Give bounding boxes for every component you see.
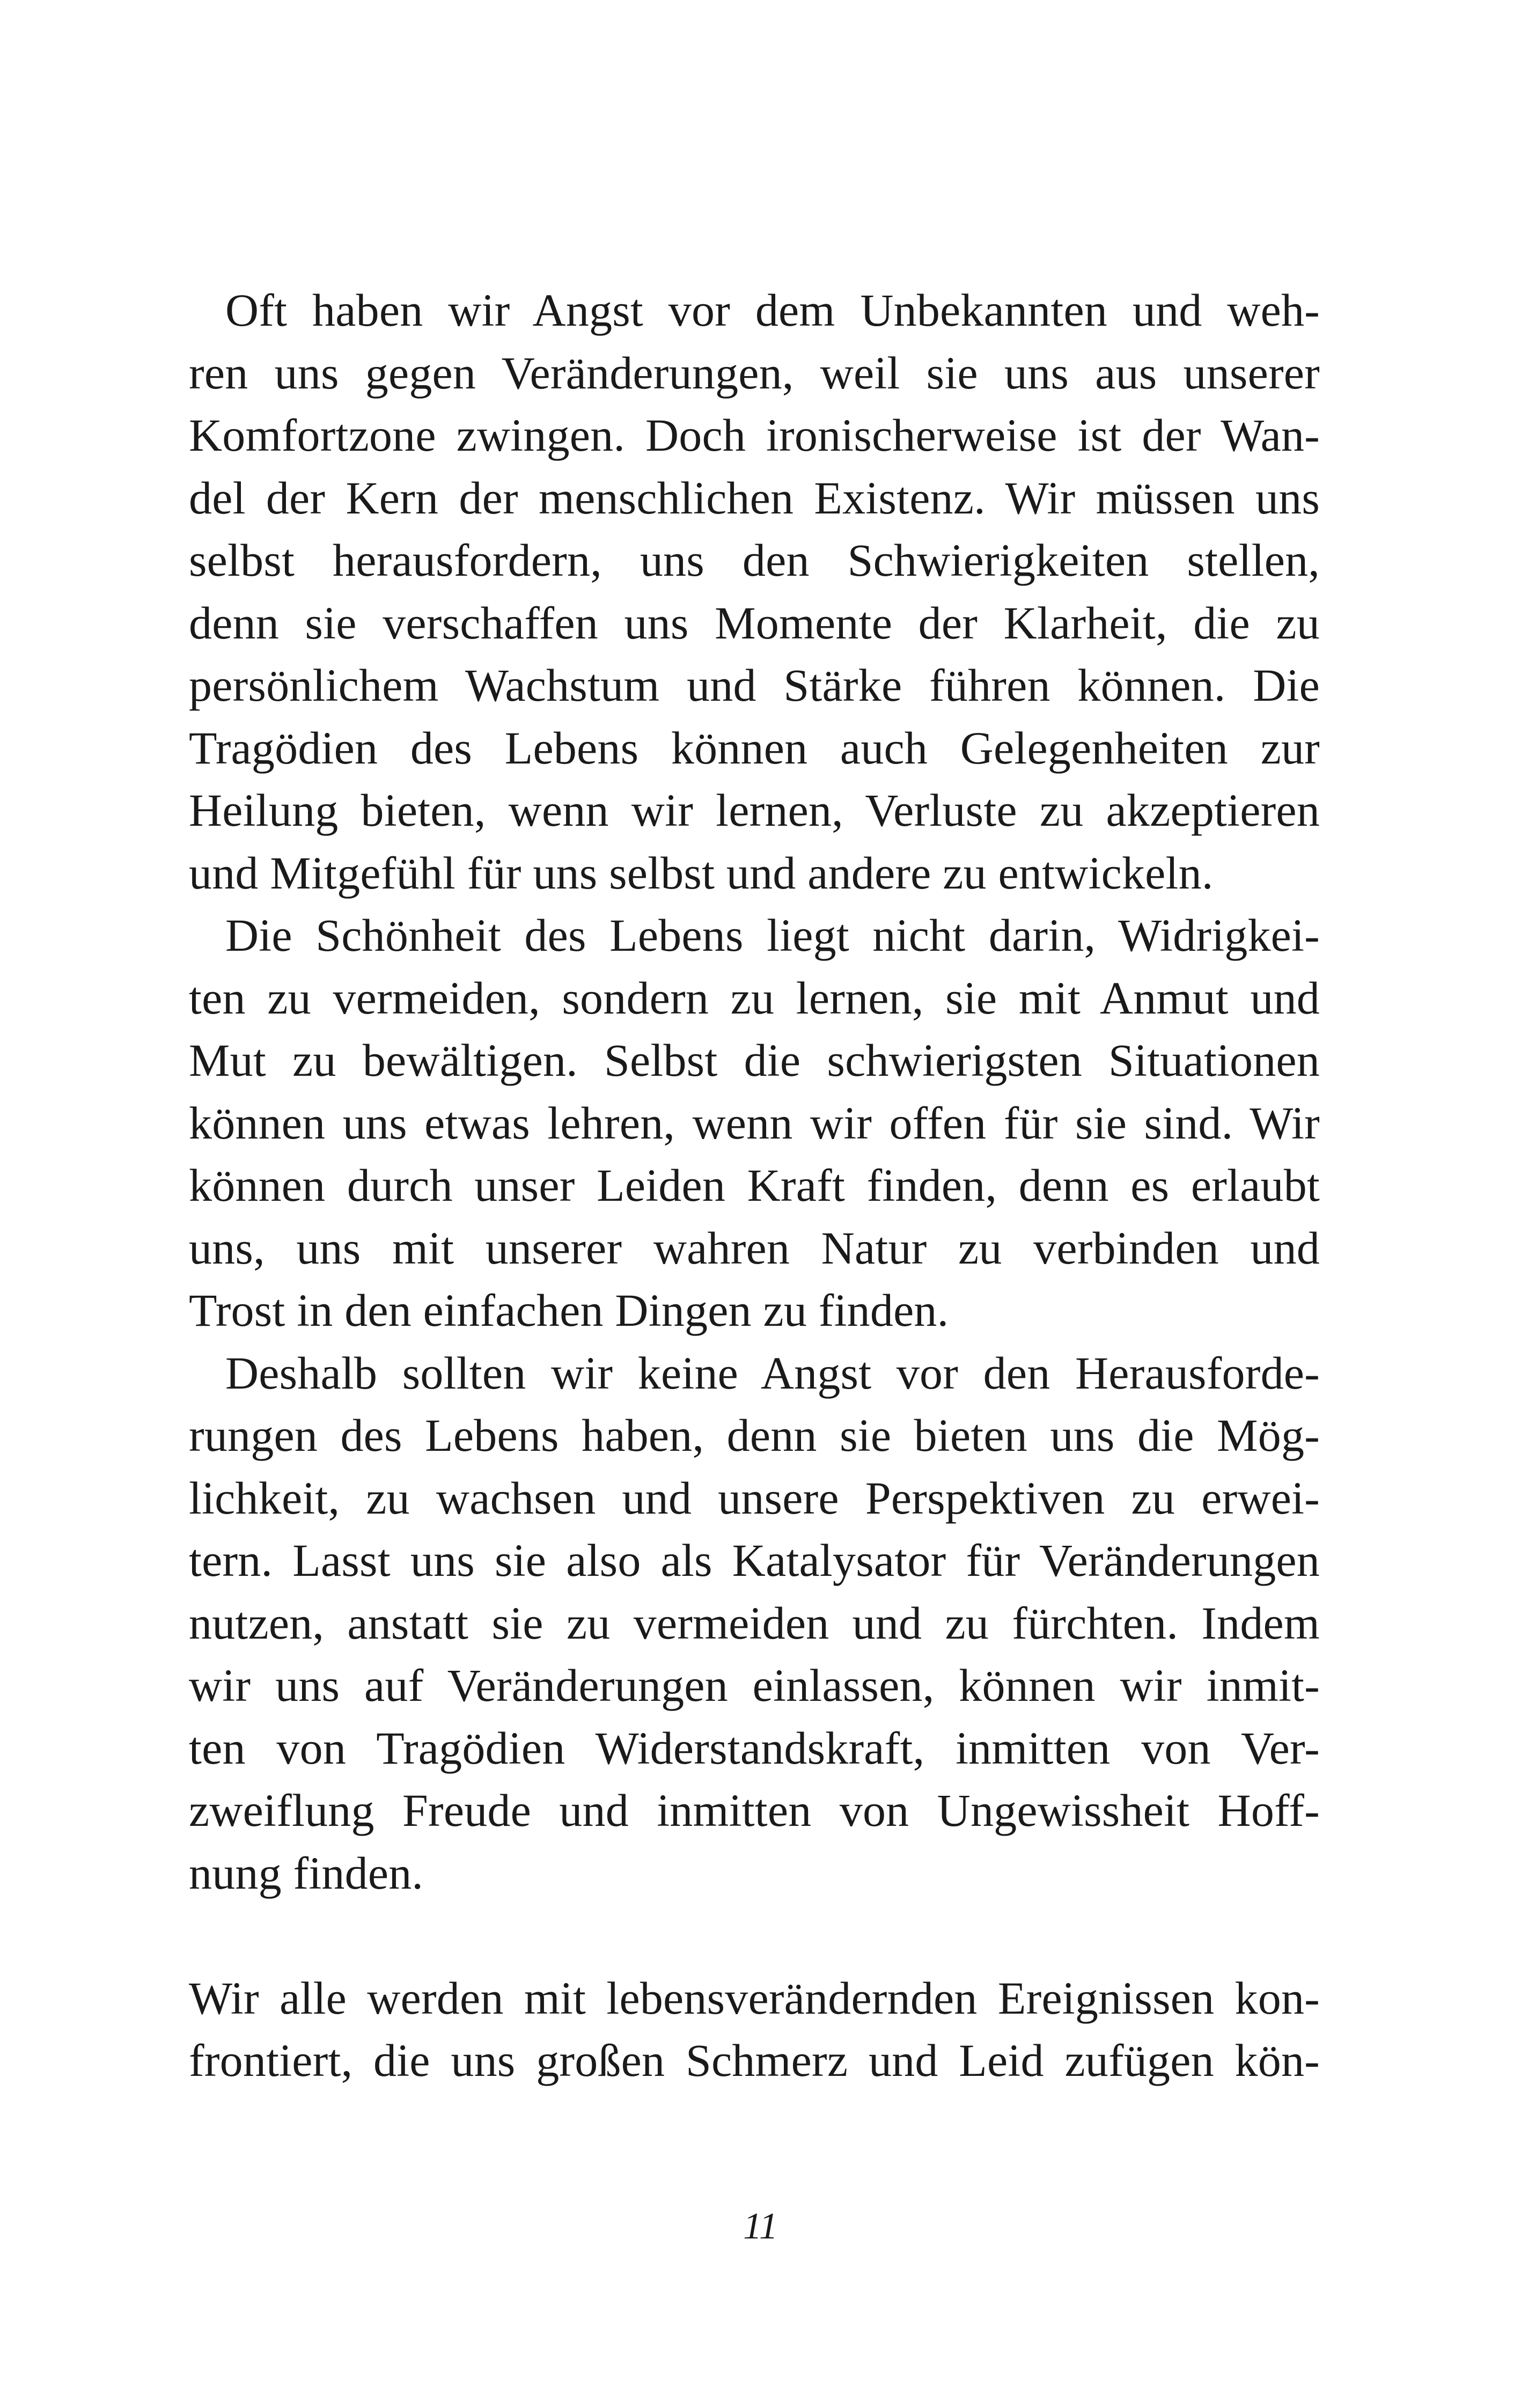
text-line: ren uns gegen Veränderungen, weil sie uns aus unserer (189, 347, 1320, 399)
text-line: Wir alle werden mit lebensverändernden Ereignissen kon- (189, 1972, 1320, 2024)
text-line: können uns etwas lehren, wenn wir offen für sie sind. Wir (189, 1097, 1320, 1149)
text-line: nung finden. (189, 1847, 424, 1899)
text-line: ten zu vermeiden, sondern zu lernen, sie mit Anmut und (189, 972, 1320, 1024)
paragraph-4 (189, 1967, 1320, 2092)
text-line: Deshalb sollten wir keine Angst vor den Herausforde- (225, 1347, 1320, 1399)
text-line: selbst herausfordern, uns den Schwierigkeiten stellen, (189, 534, 1320, 586)
text-line: lichkeit, zu wachsen und unsere Perspektiven zu erwei- (189, 1472, 1320, 1524)
text-line: del der Kern der menschlichen Existenz. Wir müssen uns (189, 472, 1320, 524)
text-line: Trost in den einfachen Dingen zu finden. (189, 1284, 949, 1336)
text-line: und Mitgefühl für uns selbst und andere zu entwickeln. (189, 847, 1214, 899)
text-line: tern. Lasst uns sie also als Katalysator für Veränderungen (189, 1535, 1320, 1586)
text-line: frontiert, die uns großen Schmerz und Leid zufügen kön- (189, 2035, 1320, 2086)
text-line: können durch unser Leiden Kraft finden, denn es erlaubt (189, 1159, 1320, 1211)
text-line: persönlichem Wachstum und Stärke führen können. Die (189, 659, 1320, 711)
text-line: Heilung bieten, wenn wir lernen, Verluste zu akzeptieren (189, 784, 1320, 836)
paragraph-3 (189, 1342, 1320, 1905)
text-line: denn sie verschaffen uns Momente der Klarheit, die zu (189, 597, 1320, 649)
page-number: 11 (743, 2206, 778, 2247)
text-line: Mut zu bewältigen. Selbst die schwierigsten Situationen (189, 1034, 1320, 1086)
text-line: Die Schönheit des Lebens liegt nicht darin, Widrigkei- (225, 909, 1320, 961)
text-line: Komfortzone zwingen. Doch ironischerweise ist der Wan- (189, 409, 1320, 461)
text-line: wir uns auf Veränderungen einlassen, können wir inmit- (189, 1660, 1320, 1711)
text-line: nutzen, anstatt sie zu vermeiden und zu fürchten. Indem (189, 1597, 1320, 1649)
text-line: ten von Tragödien Widerstandskraft, inmitten von Ver- (189, 1722, 1320, 1774)
paragraph-2 (189, 904, 1320, 1342)
text-line: rungen des Lebens haben, denn sie bieten uns die Mög- (189, 1409, 1320, 1461)
paragraph-1 (189, 279, 1320, 904)
text-line: Tragödien des Lebens können auch Gelegenheiten zur (189, 722, 1320, 774)
body-text (189, 279, 1320, 2092)
text-line: uns, uns mit unserer wahren Natur zu verbinden und (189, 1222, 1320, 1274)
text-line: zweiflung Freude und inmitten von Ungewissheit Hoff- (189, 1785, 1320, 1836)
text-line: Oft haben wir Angst vor dem Unbekannten und weh- (225, 284, 1320, 336)
section-break (189, 1904, 1320, 1967)
